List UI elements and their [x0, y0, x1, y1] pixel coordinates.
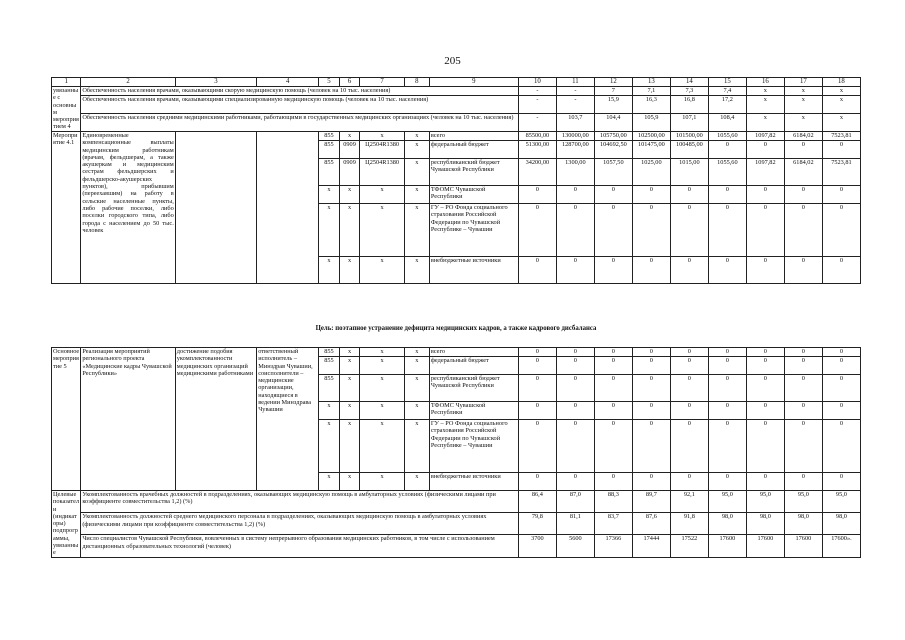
main-measure-description: Реализация мероприятий регионального проекта «Медицинские кадры Чувашской Республики» — [81, 348, 175, 491]
funding-value: 0 — [594, 473, 632, 491]
funding-value: 0 — [822, 348, 860, 357]
funding-value: 0 — [556, 420, 594, 473]
table-row — [52, 348, 861, 357]
funding-value: 0 — [556, 348, 594, 357]
target-indicator-text: Укомплектованность врачебных должностей в подразделениях, оказывающих медицинскую помощь в амбулаторных условиях (физическими лицами при коэффициенте совместительства 1,2) (%) — [81, 491, 519, 513]
funding-value: 0 — [594, 402, 632, 420]
budget-code: 855 — [319, 141, 340, 159]
budget-code: 855 — [319, 159, 340, 186]
funding-value: 0 — [784, 141, 822, 159]
target-indicator-value: 87,6 — [632, 513, 670, 535]
funding-value: 0 — [708, 186, 746, 204]
funding-value: 0 — [708, 402, 746, 420]
indicator-value: - — [556, 96, 594, 114]
funding-value: 0 — [708, 141, 746, 159]
funding-value: 1057,50 — [594, 159, 632, 186]
funding-value: 0 — [784, 375, 822, 402]
column-number: 13 — [632, 78, 670, 87]
target-indicator-value: 81,1 — [556, 513, 594, 535]
funding-value: 0 — [670, 402, 708, 420]
funding-value: 130000,00 — [556, 132, 594, 141]
target-indicator-value: 88,3 — [594, 491, 632, 513]
funding-value: 0 — [746, 402, 784, 420]
target-indicator-value: 5600 — [556, 535, 594, 557]
target-indicator-value: 79,8 — [518, 513, 556, 535]
target-indicator-text: Число специалистов Чувашской Республики, вовлеченных в систему непрерывного образования медицинских работников, в том числе с использованием дистанционных образовательных технологий (человек) — [81, 535, 519, 557]
budget-code: x — [319, 257, 340, 284]
indicator-value: - — [518, 96, 556, 114]
column-number: 3 — [175, 78, 256, 87]
funding-value: 0 — [784, 257, 822, 284]
column-number: 14 — [670, 78, 708, 87]
indicator-value: x — [784, 114, 822, 132]
funding-source: ТФОМС Чувашской Республики — [429, 402, 518, 420]
section-code: x — [339, 402, 360, 420]
target-indicator-value: 98,0 — [708, 513, 746, 535]
empty-cell — [175, 132, 256, 284]
funding-value: 0 — [784, 348, 822, 357]
target-indicator-value: 17366 — [594, 535, 632, 557]
indicator-value: 7,1 — [632, 87, 670, 96]
funding-source: ТФОМС Чувашской Республики — [429, 186, 518, 204]
target-indicator-value: 17600 — [746, 535, 784, 557]
indicators-label: увязанные с основным мероприятием 4 — [53, 87, 79, 131]
funding-value: 0 — [746, 420, 784, 473]
funding-value: 51300,00 — [518, 141, 556, 159]
expense-code: x — [404, 257, 429, 284]
indicator-value: x — [822, 87, 860, 96]
funding-value: 6184,02 — [784, 132, 822, 141]
funding-value: 0 — [556, 186, 594, 204]
funding-value: 1025,00 — [632, 159, 670, 186]
funding-value: 0 — [746, 473, 784, 491]
target-indicator-value: 87,0 — [556, 491, 594, 513]
indicator-value: 17,2 — [708, 96, 746, 114]
funding-value: 104692,50 — [594, 141, 632, 159]
indicator-value: 107,1 — [670, 114, 708, 132]
funding-value: 0 — [632, 257, 670, 284]
target-code: x — [360, 375, 405, 402]
funding-value: 0 — [670, 348, 708, 357]
column-number: 5 — [319, 78, 340, 87]
indicator-value: x — [822, 96, 860, 114]
target-indicator-value: 98,0 — [784, 513, 822, 535]
program-table-bottom — [51, 347, 861, 558]
table-row — [52, 132, 861, 141]
funding-value: 0 — [670, 473, 708, 491]
funding-value: 0 — [746, 141, 784, 159]
budget-code: x — [319, 473, 340, 491]
target-indicators-label: Целевые показатели (индикаторы) подпрограммы, увязанные — [53, 491, 80, 557]
page-number: 205 — [444, 55, 461, 67]
budget-code: 855 — [319, 132, 340, 141]
funding-value: 7523,81 — [822, 132, 860, 141]
target-code: x — [360, 348, 405, 357]
indicator-value: 16,3 — [632, 96, 670, 114]
funding-source: республиканский бюджет Чувашской Республики — [429, 375, 518, 402]
funding-value: 0 — [594, 357, 632, 375]
funding-value: 34200,00 — [518, 159, 556, 186]
funding-value: 0 — [518, 257, 556, 284]
table-row — [52, 114, 861, 132]
budget-code: 855 — [319, 348, 340, 357]
section-code: x — [339, 186, 360, 204]
column-number: 18 — [822, 78, 860, 87]
target-indicator-value: 86,4 — [518, 491, 556, 513]
funding-value: 105750,00 — [594, 132, 632, 141]
funding-value: 0 — [518, 204, 556, 257]
target-indicator-value: 17600 — [708, 535, 746, 557]
target-indicator-value: 17444 — [632, 535, 670, 557]
funding-value: 0 — [746, 204, 784, 257]
indicator-value: x — [746, 96, 784, 114]
funding-value: 0 — [556, 257, 594, 284]
measure-description: Единовременные компенсационные выплаты медицинским работникам (врачам, фельдшерам, а также акушеркам и медицинским сестрам фельдшерских и фельдшерско-акушерских пунктов), прибывшим (переехавшим) на работу в сельские населенные пункты, либо рабочие поселки, либо поселки городского типа, либо города с населением до 50 тыс. человек — [81, 132, 175, 284]
funding-value: 0 — [594, 257, 632, 284]
expense-code: x — [404, 375, 429, 402]
funding-value: 0 — [708, 420, 746, 473]
column-number: 1 — [52, 78, 81, 87]
main-measure-label: Основное мероприятие 5 — [52, 348, 81, 491]
column-number: 12 — [594, 78, 632, 87]
funding-value: 0 — [822, 402, 860, 420]
funding-value: 0 — [518, 420, 556, 473]
funding-value: 0 — [822, 375, 860, 402]
column-number: 16 — [746, 78, 784, 87]
target-code: x — [360, 420, 405, 473]
section-code: 0909 — [339, 159, 360, 186]
program-table-top — [51, 77, 861, 284]
funding-value: 1055,60 — [708, 132, 746, 141]
funding-value: 0 — [518, 402, 556, 420]
indicator-value: 7 — [594, 87, 632, 96]
target-code: x — [360, 204, 405, 257]
funding-value: 0 — [784, 357, 822, 375]
budget-code: x — [319, 186, 340, 204]
funding-value: 0 — [784, 402, 822, 420]
funding-value: 0 — [784, 204, 822, 257]
funding-value: 0 — [746, 375, 784, 402]
budget-code: 855 — [319, 357, 340, 375]
target-indicator-value: 95,0 — [784, 491, 822, 513]
target-indicator-value: 95,0 — [708, 491, 746, 513]
funding-value: 0 — [632, 204, 670, 257]
funding-value: 0 — [670, 204, 708, 257]
funding-value: 0 — [822, 257, 860, 284]
column-number: 6 — [339, 78, 360, 87]
target-code: Ц2504R1380 — [360, 159, 405, 186]
funding-value: 0 — [670, 186, 708, 204]
funding-value: 0 — [632, 357, 670, 375]
funding-value: 0 — [518, 357, 556, 375]
funding-source: внебюджетные источники — [429, 473, 518, 491]
funding-value: 0 — [518, 348, 556, 357]
target-indicator-value: 3700 — [518, 535, 556, 557]
target-indicator-text: Укомплектованность должностей среднего медицинского персонала в подразделениях, оказывающих медицинскую помощь в амбулаторных условиях (физическими лицами при коэффициенте совместительства 1,2) (%) — [81, 513, 519, 535]
indicator-value: 108,4 — [708, 114, 746, 132]
funding-value: 0 — [822, 204, 860, 257]
indicator-value: 15,9 — [594, 96, 632, 114]
funding-value: 0 — [632, 473, 670, 491]
target-indicator-value: 98,0 — [746, 513, 784, 535]
indicator-value: x — [784, 96, 822, 114]
funding-source: федеральный бюджет — [429, 357, 518, 375]
budget-code: x — [319, 204, 340, 257]
indicator-text: Обеспеченность населения средними медицинскими работниками, работающими в государственных медицинских организациях (человек на 10 тыс. населения) — [81, 114, 519, 132]
indicator-value: 7,4 — [708, 87, 746, 96]
target-indicator-value: 95,0 — [822, 491, 860, 513]
expense-code: x — [404, 473, 429, 491]
section-code: x — [339, 132, 360, 141]
section-code: x — [339, 420, 360, 473]
budget-code: x — [319, 420, 340, 473]
expense-code: x — [404, 141, 429, 159]
indicator-value: - — [518, 114, 556, 132]
target-indicator-value: 17600». — [822, 535, 860, 557]
funding-value: 0 — [632, 420, 670, 473]
funding-value: 0 — [708, 473, 746, 491]
funding-value: 0 — [556, 204, 594, 257]
expected-result: достижение подобия укомплектованности медицинских организаций медицинскими работниками — [175, 348, 256, 491]
indicator-value: x — [746, 114, 784, 132]
indicator-value: 105,9 — [632, 114, 670, 132]
funding-source: всего — [429, 132, 518, 141]
target-indicator-value: 91,8 — [670, 513, 708, 535]
target-indicator-value: 98,0 — [822, 513, 860, 535]
table-row — [52, 491, 861, 513]
empty-cell — [257, 132, 319, 284]
funding-value: 0 — [746, 348, 784, 357]
budget-code: 855 — [319, 375, 340, 402]
indicator-value: - — [556, 87, 594, 96]
funding-value: 102500,00 — [632, 132, 670, 141]
funding-value: 85500,00 — [518, 132, 556, 141]
funding-source: внебюджетные источники — [429, 257, 518, 284]
section-code: x — [339, 473, 360, 491]
column-number: 9 — [429, 78, 518, 87]
indicator-value: - — [518, 87, 556, 96]
funding-value: 0 — [708, 257, 746, 284]
section-code: x — [339, 257, 360, 284]
table-row — [52, 87, 861, 96]
target-code: x — [360, 257, 405, 284]
funding-value: 7523,81 — [822, 159, 860, 186]
goal-heading: Цель: поэтапное устранение дефицита медицинских кадров, а также кадрового дисбаланса — [315, 325, 597, 332]
column-number: 4 — [257, 78, 319, 87]
funding-value: 0 — [556, 402, 594, 420]
indicator-value: 16,8 — [670, 96, 708, 114]
expense-code: x — [404, 204, 429, 257]
funding-value: 0 — [518, 473, 556, 491]
target-indicator-value: 17600 — [784, 535, 822, 557]
funding-value: 1300,00 — [556, 159, 594, 186]
funding-value: 0 — [784, 420, 822, 473]
funding-value: 0 — [670, 420, 708, 473]
funding-value: 0 — [556, 375, 594, 402]
target-indicator-value: 92,1 — [670, 491, 708, 513]
column-number: 11 — [556, 78, 594, 87]
funding-value: 0 — [518, 375, 556, 402]
column-number: 2 — [81, 78, 175, 87]
expense-code: x — [404, 357, 429, 375]
funding-value: 128700,00 — [556, 141, 594, 159]
funding-value: 0 — [670, 257, 708, 284]
funding-source: федеральный бюджет — [429, 141, 518, 159]
target-code: Ц2504R1380 — [360, 141, 405, 159]
target-code: x — [360, 186, 405, 204]
indicator-value: x — [822, 114, 860, 132]
funding-value: 0 — [670, 357, 708, 375]
section-code: x — [339, 375, 360, 402]
indicator-value: 103,7 — [556, 114, 594, 132]
indicator-value: 7,3 — [670, 87, 708, 96]
table-row — [52, 96, 861, 114]
funding-value: 0 — [670, 375, 708, 402]
indicator-text: Обеспеченность населения врачами, оказывающими скорую медицинскую помощь (человек на 10 тыс. населения) — [81, 87, 519, 96]
budget-code: x — [319, 402, 340, 420]
table-row — [52, 513, 861, 535]
measure-label: Мероприятие 4.1 — [52, 132, 81, 284]
funding-value: 0 — [822, 186, 860, 204]
target-code: x — [360, 402, 405, 420]
funding-value: 0 — [822, 141, 860, 159]
funding-value: 0 — [708, 375, 746, 402]
funding-value: 101500,00 — [670, 132, 708, 141]
funding-value: 0 — [746, 257, 784, 284]
funding-value: 0 — [556, 473, 594, 491]
expense-code: x — [404, 402, 429, 420]
funding-value: 1055,60 — [708, 159, 746, 186]
funding-value: 0 — [632, 186, 670, 204]
funding-value: 101475,00 — [632, 141, 670, 159]
funding-value: 0 — [594, 186, 632, 204]
column-number: 7 — [360, 78, 405, 87]
target-indicator-value: 17522 — [670, 535, 708, 557]
indicator-value: x — [784, 87, 822, 96]
funding-value: 0 — [708, 204, 746, 257]
expense-code: x — [404, 348, 429, 357]
funding-value: 0 — [632, 348, 670, 357]
section-code: x — [339, 348, 360, 357]
target-indicator-value: 95,0 — [746, 491, 784, 513]
funding-value: 1015,00 — [670, 159, 708, 186]
funding-value: 0 — [746, 357, 784, 375]
column-number: 8 — [404, 78, 429, 87]
funding-value: 100485,00 — [670, 141, 708, 159]
expense-code: x — [404, 132, 429, 141]
indicator-text: Обеспеченность населения врачами, оказывающими специализированную медицинскую помощь (человек на 10 тыс. населения) — [81, 96, 519, 114]
funding-value: 0 — [594, 348, 632, 357]
funding-value: 0 — [518, 186, 556, 204]
funding-value: 0 — [556, 357, 594, 375]
section-code: x — [339, 204, 360, 257]
funding-value: 1097,82 — [746, 132, 784, 141]
executor: ответственный исполнитель – Минздрав Чувашии, соисполнители – медицинские организации, находящиеся в ведении Минздрава Чувашии — [257, 348, 319, 491]
table-row — [52, 535, 861, 557]
target-code: x — [360, 357, 405, 375]
funding-value: 0 — [784, 473, 822, 491]
target-indicator-value: 83,7 — [594, 513, 632, 535]
expense-code: x — [404, 159, 429, 186]
funding-value: 0 — [708, 357, 746, 375]
funding-value: 0 — [822, 473, 860, 491]
funding-value: 0 — [708, 348, 746, 357]
funding-source: ГУ – РО Фонда социального страхования Российской Федерации по Чувашской Республике – Чувашии — [429, 420, 518, 473]
funding-value: 0 — [632, 402, 670, 420]
column-number: 17 — [784, 78, 822, 87]
funding-source: всего — [429, 348, 518, 357]
funding-value: 0 — [746, 186, 784, 204]
expense-code: x — [404, 420, 429, 473]
indicator-value: x — [746, 87, 784, 96]
section-code: 0909 — [339, 141, 360, 159]
funding-value: 0 — [632, 375, 670, 402]
funding-value: 0 — [822, 420, 860, 473]
funding-value: 0 — [594, 204, 632, 257]
expense-code: x — [404, 186, 429, 204]
column-numbers-row — [52, 78, 861, 87]
section-code: x — [339, 357, 360, 375]
funding-value: 6184,02 — [784, 159, 822, 186]
funding-value: 0 — [784, 186, 822, 204]
column-number: 10 — [518, 78, 556, 87]
funding-value: 1097,82 — [746, 159, 784, 186]
target-indicator-value: 89,7 — [632, 491, 670, 513]
funding-value: 0 — [822, 357, 860, 375]
indicator-value: 104,4 — [594, 114, 632, 132]
funding-value: 0 — [594, 375, 632, 402]
column-number: 15 — [708, 78, 746, 87]
funding-value: 0 — [594, 420, 632, 473]
funding-source: республиканский бюджет Чувашской Республики — [429, 159, 518, 186]
target-code: x — [360, 473, 405, 491]
funding-source: ГУ – РО Фонда социального страхования Российской Федерации по Чувашской Республике – Чувашии — [429, 204, 518, 257]
target-code: x — [360, 132, 405, 141]
